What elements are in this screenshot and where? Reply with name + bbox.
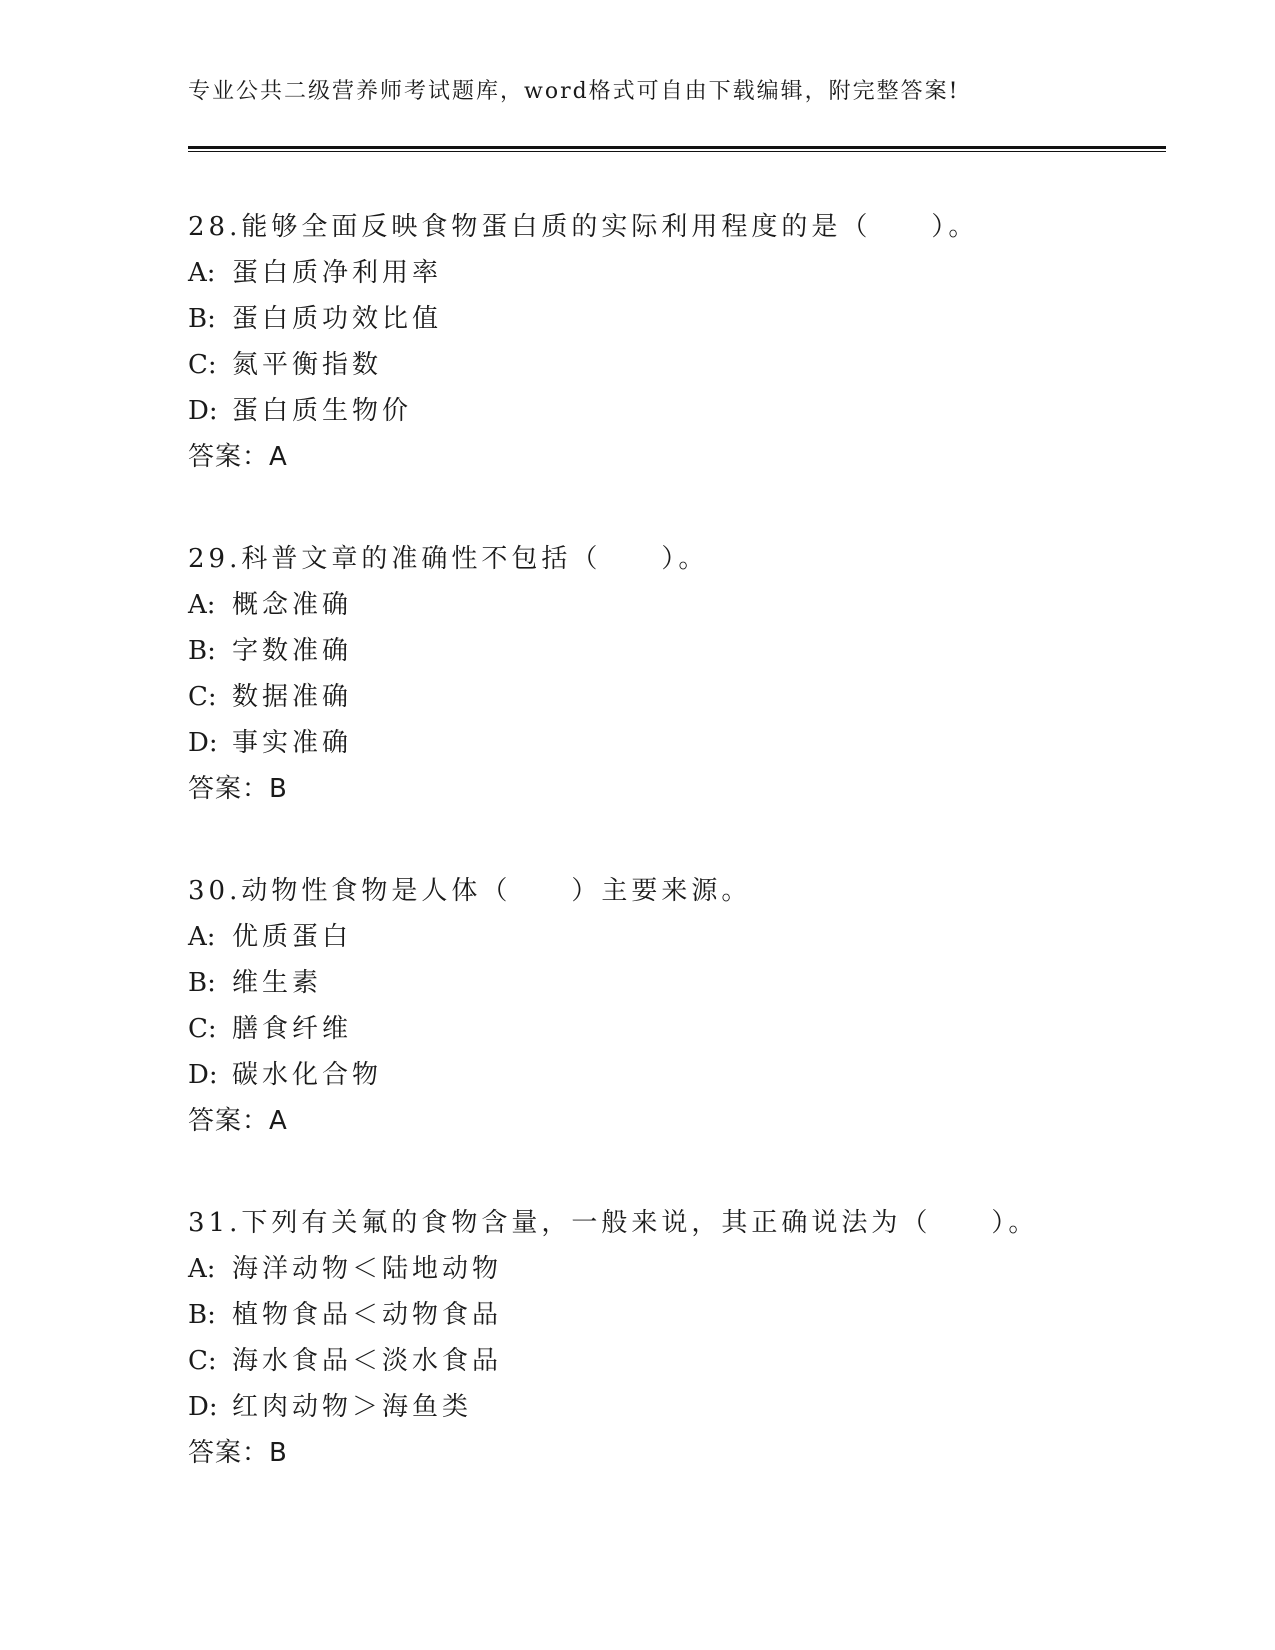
option-a: [188, 582, 1166, 628]
option-text: 维生素: [232, 968, 323, 998]
question-stem: 28.能够全面反映食物蛋白质的实际利用程度的是（ ）。: [188, 212, 979, 242]
option-a: [188, 1246, 1166, 1292]
option-b: [188, 628, 1166, 674]
option-letter: D:: [188, 1392, 218, 1422]
option-text: 蛋白质生物价: [232, 396, 413, 426]
question-30: [188, 868, 1166, 1144]
option-letter: A:: [188, 922, 216, 952]
option-text: 优质蛋白: [232, 922, 353, 952]
option-d: [188, 388, 1166, 434]
header-divider: [188, 146, 1166, 152]
answer-line: 答案：A: [188, 1106, 288, 1136]
option-text: 海水食品＜淡水食品: [232, 1346, 503, 1376]
option-c: [188, 674, 1166, 720]
option-text: 植物食品＜动物食品: [232, 1300, 503, 1330]
option-letter: B:: [188, 1300, 216, 1330]
option-letter: A:: [188, 590, 216, 620]
option-letter: C:: [188, 350, 217, 380]
option-c: [188, 1338, 1166, 1384]
option-letter: D:: [188, 728, 218, 758]
question-stem: 30.动物性食物是人体（ ）主要来源。: [188, 876, 752, 906]
option-d: [188, 1052, 1166, 1098]
option-letter: C:: [188, 1346, 217, 1376]
option-d: [188, 1384, 1166, 1430]
option-text: 概念准确: [232, 590, 353, 620]
option-d: [188, 720, 1166, 766]
option-letter: D:: [188, 396, 218, 426]
answer-line: 答案：B: [188, 774, 288, 804]
option-letter: A:: [188, 258, 216, 288]
option-c: [188, 342, 1166, 388]
question-stem: 29.科普文章的准确性不包括（ ）。: [188, 544, 709, 574]
option-text: 海洋动物＜陆地动物: [232, 1254, 503, 1284]
option-a: [188, 914, 1166, 960]
option-letter: A:: [188, 1254, 216, 1284]
question-list: [188, 204, 1166, 1532]
option-c: [188, 1006, 1166, 1052]
option-b: [188, 296, 1166, 342]
option-a: [188, 250, 1166, 296]
question-stem: 31.下列有关氟的食物含量，一般来说，其正确说法为（ ）。: [188, 1208, 1039, 1238]
option-text: 膳食纤维: [232, 1014, 353, 1044]
document-header: 专业公共二级营养师考试题库，word格式可自由下载编辑，附完整答案!: [188, 79, 960, 104]
option-text: 事实准确: [232, 728, 353, 758]
option-text: 蛋白质功效比值: [232, 304, 443, 334]
option-letter: B:: [188, 968, 216, 998]
option-letter: C:: [188, 682, 217, 712]
option-text: 氮平衡指数: [232, 350, 383, 380]
question-29: [188, 536, 1166, 812]
option-text: 蛋白质净利用率: [232, 258, 443, 288]
option-text: 红肉动物＞海鱼类: [232, 1392, 473, 1422]
question-31: [188, 1200, 1166, 1476]
option-text: 字数准确: [232, 636, 353, 666]
option-b: [188, 1292, 1166, 1338]
option-b: [188, 960, 1166, 1006]
option-letter: C:: [188, 1014, 217, 1044]
answer-line: 答案：B: [188, 1438, 288, 1468]
option-text: 数据准确: [232, 682, 353, 712]
option-text: 碳水化合物: [232, 1060, 383, 1090]
answer-line: 答案：A: [188, 442, 288, 472]
option-letter: B:: [188, 636, 216, 666]
question-28: [188, 204, 1166, 480]
option-letter: D:: [188, 1060, 218, 1090]
option-letter: B:: [188, 304, 216, 334]
